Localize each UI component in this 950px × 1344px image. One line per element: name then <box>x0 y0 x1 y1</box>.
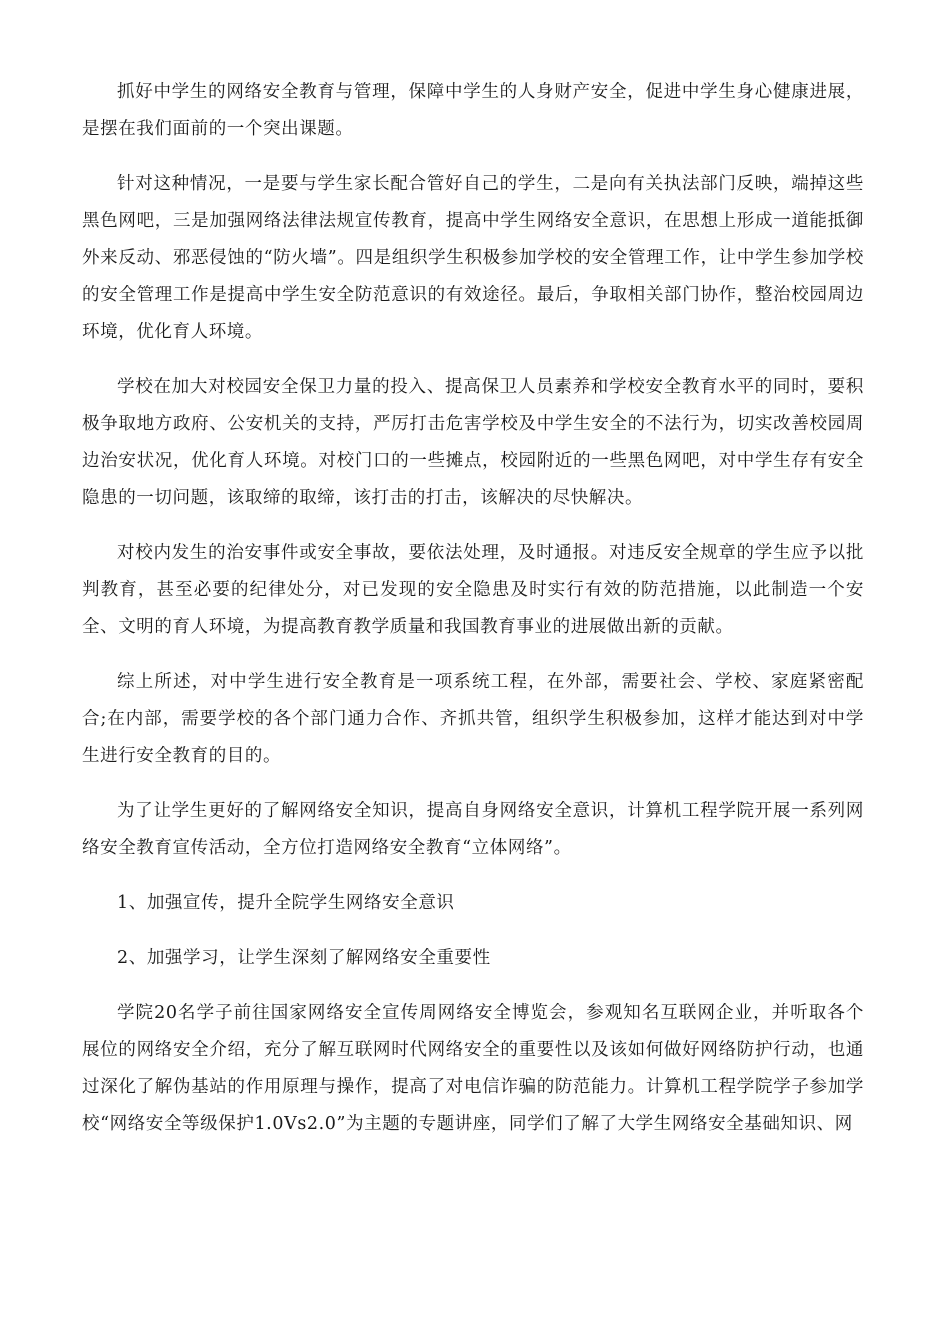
list-item-1: 1、加强宣传，提升全院学生网络安全意识 <box>117 893 455 913</box>
list-item-2: 2、加强学习，让学生深刻了解网络安全重要性 <box>117 948 491 968</box>
paragraph-5: 综上所述，对中学生进行安全教育是一项系统工程，在外部，需要社会、学校、家庭紧密配合;在内部，需要学校的各个部门通力合作、齐抓共管，组织学生积极参加，这样才能达到对中学生进行安全教育的目的。 <box>82 672 864 766</box>
paragraph-4: 对校内发生的治安事件或安全事故，要依法处理，及时通报。对违反安全规章的学生应予以批判教育，甚至必要的纪律处分，对已发现的安全隐患及时实行有效的防范措施，以此制造一个安全、文明的育人环境，为提高教育教学质量和我国教育事业的进展做出新的贡献。 <box>82 543 864 637</box>
paragraph-1: 抓好中学生的网络安全教育与管理，保障中学生的人身财产安全，促进中学生身心健康进展，是摆在我们面前的一个突出课题。 <box>82 82 864 139</box>
paragraph-3: 学校在加大对校园安全保卫力量的投入、提高保卫人员素养和学校安全教育水平的同时，要积极争取地方政府、公安机关的支持，严厉打击危害学校及中学生安全的不法行为，切实改善校园周边治安状况，优化育人环境。对校门口的一些摊点，校园附近的一些黑色网吧，对中学生存有安全隐患的一切问题，该取缔的取缔，该打击的打击，该解决的尽快解决。 <box>82 377 864 508</box>
paragraph-2: 针对这种情况，一是要与学生家长配合管好自己的学生，二是向有关执法部门反映，端掉这些黑色网吧，三是加强网络法律法规宣传教育，提高中学生网络安全意识，在思想上形成一道能抵御外来反动、邪恶侵蚀的“防火墙”。四是组织学生积极参加学校的安全管理工作，让中学生参加学校的安全管理工作是提高中学生安全防范意识的有效途径。最后，争取相关部门协作，整治校园周边环境，优化育人环境。 <box>82 174 864 342</box>
document-body <box>82 74 864 1161</box>
paragraph-6: 为了让学生更好的了解网络安全知识，提高自身网络安全意识，计算机工程学院开展一系列网络安全教育宣传活动，全方位打造网络安全教育“立体网络”。 <box>82 801 864 858</box>
paragraph-7: 学院20名学子前往国家网络安全宣传周网络安全博览会，参观知名互联网企业，并听取各个展位的网络安全介绍，充分了解互联网时代网络安全的重要性以及该如何做好网络防护行动，也通过深化了解伪基站的作用原理与操作，提高了对电信诈骗的防范能力。计算机工程学院学子参加学校“网络安全等级保护1.0Vs2.0”为主题的专题讲座，同学们了解了大学生网络安全基础知识、网 <box>82 1003 864 1134</box>
